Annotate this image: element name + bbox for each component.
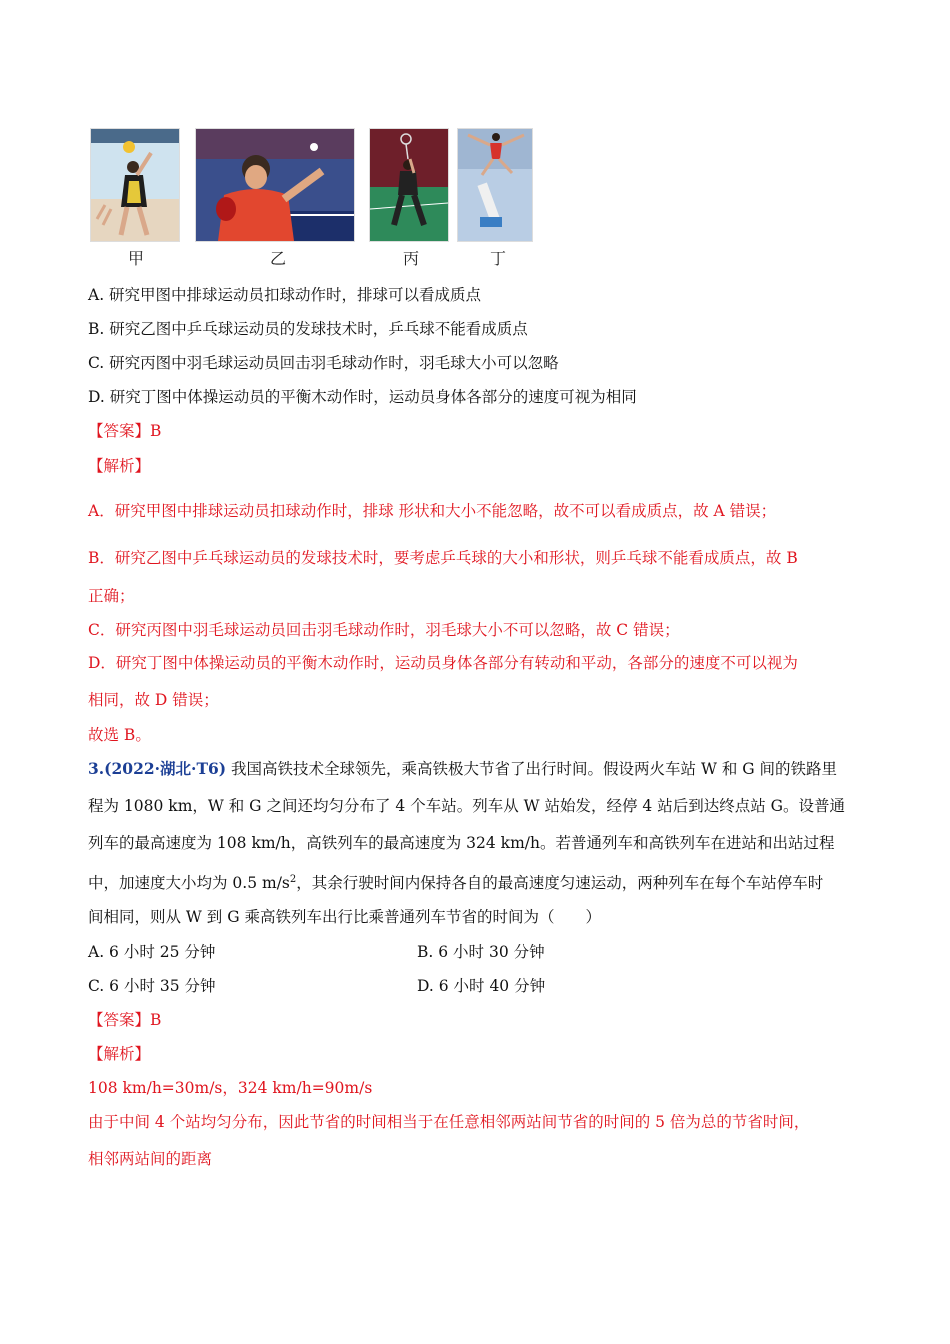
q3-stem-line-4 [88, 869, 823, 894]
q3-option-d: D. 6 小时 40 分钟 [417, 977, 546, 995]
badminton-return-photo [369, 128, 449, 242]
q3-stem-superscript: 2 [289, 874, 297, 885]
q2-analysis-b: B．研究乙图中乒乓球运动员的发球技术时，要考虑乒乓球的大小和形状，则乒乓球不能看成质点，故 B [88, 549, 798, 567]
q3-answer: 【答案】B [88, 1011, 162, 1029]
q3-analysis-label: 【解析】 [88, 1045, 151, 1063]
q3-stem-text-4b: ，其余行驶时间内保持各自的最高速度匀速运动，两种列车在每个车站停车时 [296, 874, 824, 893]
volleyball-spike-photo [90, 128, 180, 242]
q2-option-a: A. 研究甲图中排球运动员扣球动作时，排球可以看成质点 [88, 286, 482, 304]
q3-stem-text-4a: 中，加速度大小均为 0.5 m/s [88, 874, 290, 893]
q3-stem-line-3: 列车的最高速度为 108 km/h，高铁列车的最高速度为 324 km/h。若普通列车和高铁列车在进站和出站过程 [88, 834, 835, 852]
q3-number: 3.(2022·湖北·T6) [88, 759, 227, 778]
caption-bing: 丙 [403, 249, 420, 268]
q3-analysis-line-3: 相邻两站间的距离 [88, 1150, 213, 1168]
q3-analysis-line-2: 由于中间 4 个站均匀分布，因此节省的时间相当于在任意相邻两站间节省的时间的 5 倍为总的节省时间， [88, 1113, 810, 1131]
q3-analysis-line-1: 108 km/h=30m/s，324 km/h=90m/s [88, 1079, 373, 1097]
q2-conclusion: 故选 B。 [88, 726, 151, 744]
q2-analysis-d: D．研究丁图中体操运动员的平衡木动作时，运动员身体各部分有转动和平动，各部分的速度不可以视为 [88, 654, 798, 672]
table-tennis-serve-photo [195, 128, 355, 242]
q2-analysis-d-cont: 相同，故 D 错误； [88, 691, 219, 709]
q3-stem-text-1: 我国高铁技术全球领先，乘高铁极大节省了出行时间。假设两火车站 W 和 G 间的铁路里 [226, 760, 838, 778]
q2-option-c: C. 研究丙图中羽毛球运动员回击羽毛球动作时，羽毛球大小可以忽略 [88, 354, 559, 372]
caption-jia: 甲 [128, 249, 145, 268]
q3-stem-line-1 [88, 758, 837, 780]
q2-option-b: B. 研究乙图中乒乓球运动员的发球技术时，乒乓球不能看成质点 [88, 320, 528, 338]
q2-analysis-b-cont: 正确； [88, 587, 135, 605]
q2-analysis-c: C．研究丙图中羽毛球运动员回击羽毛球动作时，羽毛球大小不可以忽略，故 C 错误； [88, 621, 680, 639]
q3-option-a: A. 6 小时 25 分钟 [88, 943, 216, 961]
q2-option-d: D. 研究丁图中体操运动员的平衡木动作时，运动员身体各部分的速度可视为相同 [88, 388, 637, 406]
q3-option-c: C. 6 小时 35 分钟 [88, 977, 216, 995]
caption-yi: 乙 [270, 249, 287, 268]
sports-figures [90, 128, 550, 268]
caption-ding: 丁 [490, 249, 507, 268]
balance-beam-photo [457, 128, 533, 242]
q3-stem-line-5: 间相同，则从 W 到 G 乘高铁列车出行比乘普通列车节省的时间为（ ） [88, 908, 602, 926]
q2-analysis-label: 【解析】 [88, 457, 151, 475]
q3-option-b: B. 6 小时 30 分钟 [417, 943, 545, 961]
q2-answer: 【答案】B [88, 422, 162, 440]
q3-stem-line-2: 程为 1080 km，W 和 G 之间还均匀分布了 4 个车站。列车从 W 站始发，经停 4 站后到达终点站 G。设普通 [88, 797, 846, 815]
q2-analysis-a: A．研究甲图中排球运动员扣球动作时，排球 形状和大小不能忽略，故不可以看成质点，故 A 错误； [88, 502, 777, 520]
